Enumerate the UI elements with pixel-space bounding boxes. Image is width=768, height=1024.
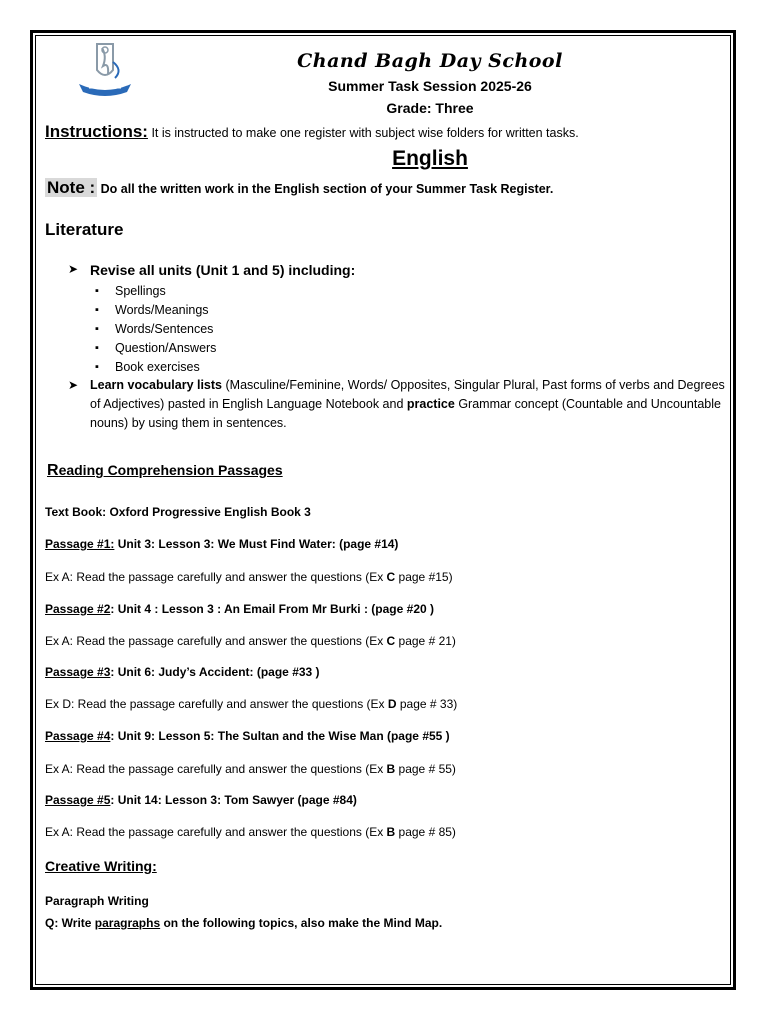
literature-heading: Literature	[45, 220, 124, 239]
passage-label: Passage #4	[45, 729, 111, 743]
question-suffix: on the following topics, also make the Mind Map.	[160, 916, 443, 930]
passage-label: Passage #2	[45, 602, 111, 616]
question-prefix: Q: Write	[45, 916, 95, 930]
question-keyword: paragraphs	[94, 916, 161, 930]
subject-heading: English	[392, 147, 468, 170]
vocab-bold-1: Learn vocabulary lists	[90, 378, 223, 392]
paragraph-writing-label: Paragraph Writing	[45, 894, 149, 908]
reading-heading-cap: R	[47, 462, 59, 479]
passage-text: : Unit 14: Lesson 3: Tom Sawyer (page #84)	[110, 793, 357, 807]
reading-heading-rest: eading Comprehension Passages	[58, 462, 283, 478]
list-item: ▪ Words/Sentences	[115, 322, 213, 336]
passage-exercise	[45, 634, 456, 648]
note-label: Note :	[47, 178, 96, 197]
passage-text: : Unit 9: Lesson 5: The Sultan and the Wise Man (page #55 )	[110, 729, 450, 743]
passage-exercise	[45, 825, 456, 839]
passage-title	[45, 602, 434, 616]
exercise-letter: C	[386, 634, 396, 648]
exercise-letter: C	[386, 570, 396, 584]
note-text: Do all the written work in the English section of your Summer Task Register.	[100, 182, 554, 196]
exercise-text: Ex A: Read the passage carefully and answer the questions (Ex	[45, 634, 387, 648]
arrow-bullet-icon: ➤	[68, 262, 79, 276]
vocab-bold-2: practice	[406, 397, 455, 411]
passage-title	[45, 665, 320, 679]
note	[45, 178, 553, 198]
instructions-text: It is instructed to make one register with subject wise folders for written tasks.	[151, 126, 579, 140]
school-name: Chand Bagh Day School	[297, 50, 563, 72]
exercise-page: page # 21)	[395, 634, 456, 648]
exercise-page: page # 85)	[395, 825, 456, 839]
exercise-page: page #15)	[395, 570, 453, 584]
vocab-text-2: Grammar concept (Countable and Uncountable nouns) by using them in sentences.	[90, 397, 721, 430]
exercise-page: page # 55)	[395, 762, 456, 776]
textbook-line: Text Book: Oxford Progressive English Book 3	[45, 505, 311, 519]
exercise-text: Ex D: Read the passage carefully and answer the questions (Ex	[45, 697, 388, 711]
passage-exercise	[45, 570, 453, 584]
passage-exercise	[45, 762, 456, 776]
vocab-text-1: (Masculine/Feminine, Words/ Opposites, Singular Plural, Past forms of verbs and Degrees of Adjectives) pasted in English Language Notebook and	[90, 378, 725, 411]
vocabulary-item	[90, 376, 730, 433]
passage-title	[45, 537, 398, 551]
passage-text: : Unit 6: Judy’s Accident: (page #33 )	[110, 665, 320, 679]
exercise-text: Ex A: Read the passage carefully and answer the questions (Ex	[45, 570, 387, 584]
passage-text: Unit 3: Lesson 3: We Must Find Water: (page #14)	[114, 537, 399, 551]
exercise-letter: D	[387, 697, 397, 711]
arrow-bullet-icon: ➤	[68, 378, 79, 392]
passage-label: Passage #3	[45, 665, 111, 679]
list-item: ▪ Book exercises	[115, 360, 200, 374]
exercise-letter: B	[386, 762, 396, 776]
passage-exercise	[45, 697, 457, 711]
exercise-text: Ex A: Read the passage carefully and answer the questions (Ex	[45, 825, 387, 839]
passage-label: Passage #5	[45, 793, 111, 807]
instructions-label: Instructions:	[45, 122, 148, 141]
revise-text: Revise all units (Unit 1 and 5) including:	[90, 262, 356, 278]
creative-writing-heading: Creative Writing:	[45, 858, 157, 874]
paragraph-question	[45, 916, 442, 930]
list-item: ▪ Question/Answers	[115, 341, 216, 355]
exercise-letter: B	[386, 825, 396, 839]
exercise-page: page # 33)	[396, 697, 458, 711]
passage-label: Passage #1:	[45, 537, 115, 551]
grade-label: Grade: Three	[386, 100, 474, 116]
exercise-text: Ex A: Read the passage carefully and answer the questions (Ex	[45, 762, 387, 776]
passage-text: : Unit 4 : Lesson 3 : An Email From Mr Burki : (page #20 )	[110, 602, 434, 616]
passage-title	[45, 793, 357, 807]
list-item: ▪ Words/Meanings	[115, 303, 209, 317]
list-item: ▪ Spellings	[115, 284, 166, 298]
session-title: Summer Task Session 2025-26	[328, 78, 532, 94]
instructions	[45, 122, 579, 142]
passage-title	[45, 729, 450, 743]
reading-heading	[47, 462, 283, 480]
